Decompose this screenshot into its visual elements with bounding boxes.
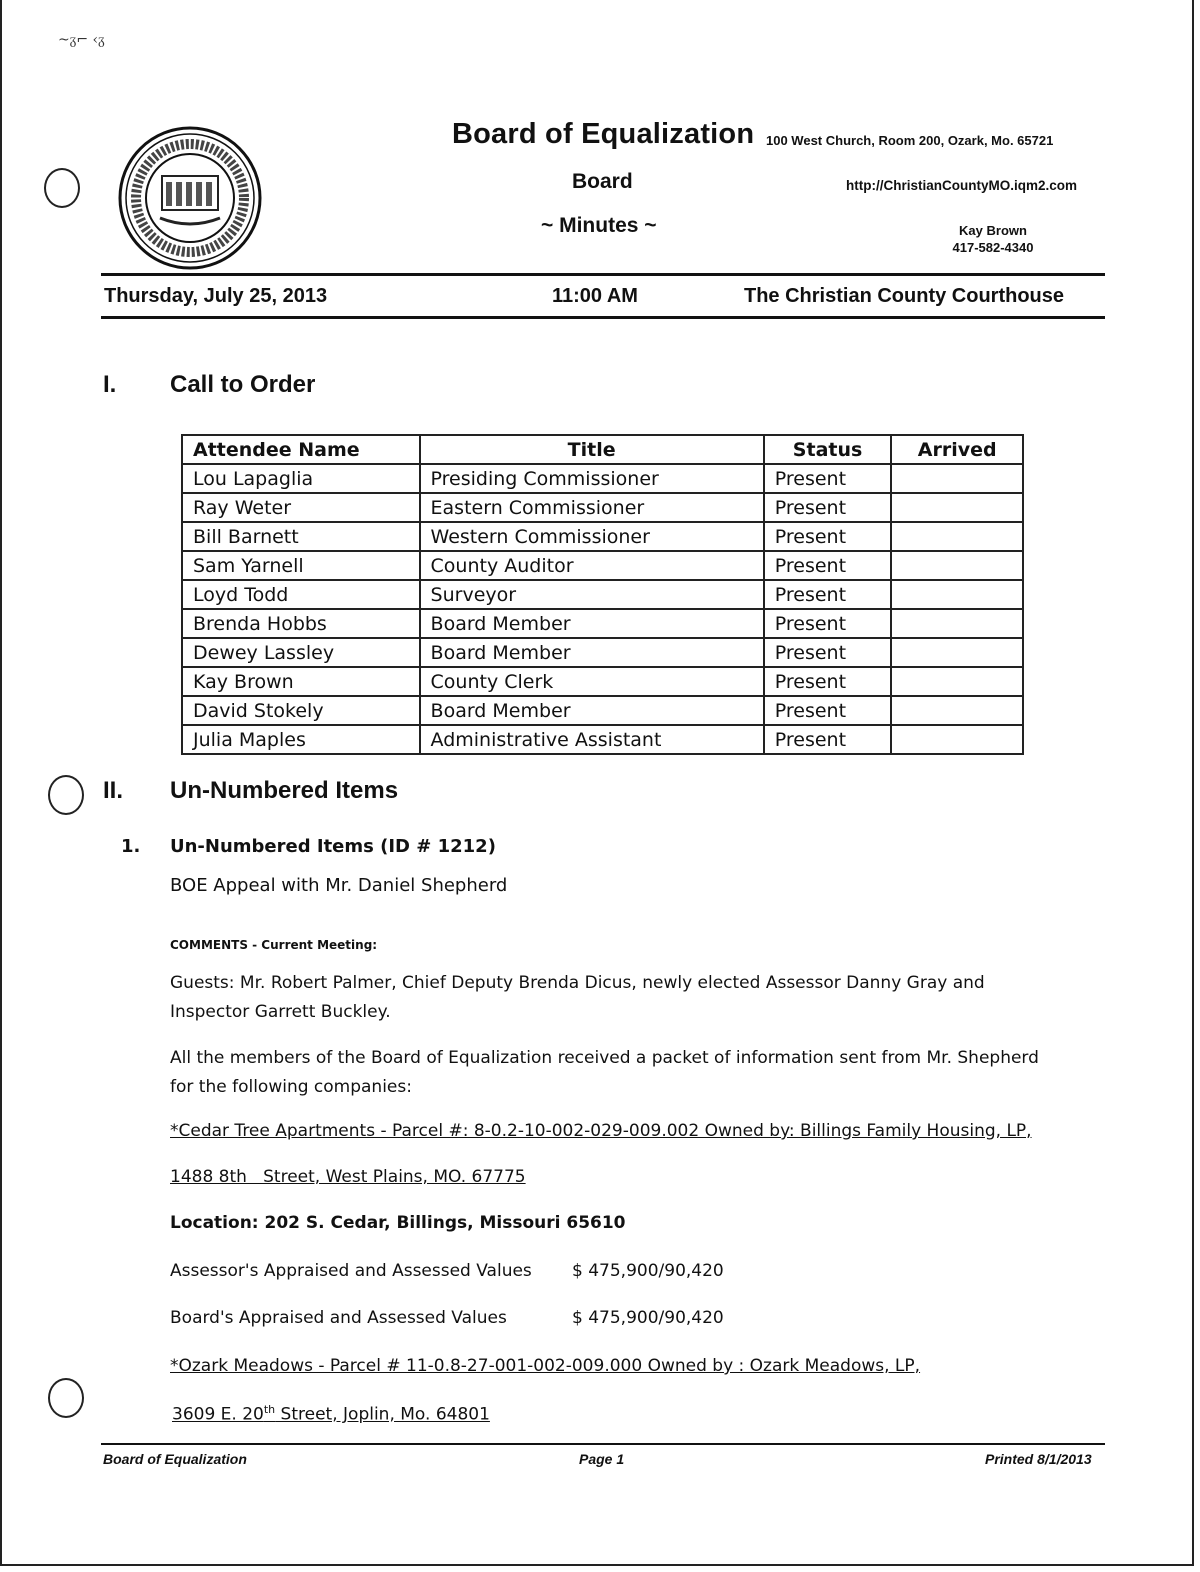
- punch-hole: [44, 168, 80, 208]
- attendee-title: Western Commissioner: [420, 522, 764, 551]
- board-address: 100 West Church, Room 200, Ozark, Mo. 65721: [766, 133, 1054, 148]
- column-header: Attendee Name: [182, 435, 420, 464]
- meta-rule: [101, 316, 1105, 319]
- section-title: Un-Numbered Items: [170, 777, 399, 804]
- attendee-name: Bill Barnett: [182, 522, 420, 551]
- attendee-name: Julia Maples: [182, 725, 420, 754]
- attendee-arrived: [891, 493, 1023, 522]
- meeting-date: Thursday, July 25, 2013: [104, 285, 328, 307]
- header-rule: [101, 273, 1105, 276]
- attendee-arrived: [891, 609, 1023, 638]
- board-url: http://ChristianCountyMO.iqm2.com: [846, 178, 1077, 193]
- section-number: II.: [103, 777, 124, 804]
- attendee-arrived: [891, 580, 1023, 609]
- attendee-arrived: [891, 696, 1023, 725]
- attendee-status: Present: [764, 551, 892, 580]
- item-number: 1.: [121, 836, 141, 857]
- column-header: Status: [764, 435, 892, 464]
- attendee-arrived: [891, 551, 1023, 580]
- table-header-row: [182, 435, 1023, 464]
- attendee-status: Present: [764, 638, 892, 667]
- guests-line: Guests: Mr. Robert Palmer, Chief Deputy Brenda Dicus, newly elected Assessor Danny Gray and: [170, 973, 985, 993]
- column-header: Title: [420, 435, 764, 464]
- table-row: [182, 696, 1023, 725]
- assessor-values: $ 475,900/90,420: [572, 1261, 724, 1281]
- attendee-status: Present: [764, 522, 892, 551]
- table-row: [182, 609, 1023, 638]
- meeting-place: The Christian County Courthouse: [744, 285, 1064, 307]
- footer-rule: [101, 1443, 1105, 1445]
- table-row: [182, 464, 1023, 493]
- attendee-name: Lou Lapaglia: [182, 464, 420, 493]
- attendee-status: Present: [764, 696, 892, 725]
- county-seal-icon: [118, 126, 262, 270]
- attendee-title: Board Member: [420, 609, 764, 638]
- attendee-name: Brenda Hobbs: [182, 609, 420, 638]
- board-label: Board: [572, 170, 633, 193]
- attendee-status: Present: [764, 609, 892, 638]
- item-subject: BOE Appeal with Mr. Daniel Shepherd: [170, 875, 508, 896]
- contact-block: [900, 222, 1086, 256]
- punch-hole: [48, 1378, 84, 1418]
- packet-line: for the following companies:: [170, 1077, 412, 1097]
- location-line: Location: 202 S. Cedar, Billings, Missouri 65610: [170, 1213, 626, 1233]
- scan-mark: ~ᵹ⌐ ‹ᵹ: [58, 32, 105, 48]
- address-part: 3609 E. 20: [172, 1404, 264, 1425]
- attendee-title: Surveyor: [420, 580, 764, 609]
- guests-paragraph: [170, 969, 985, 1027]
- board-values: $ 475,900/90,420: [572, 1308, 724, 1328]
- table-row: [182, 725, 1023, 754]
- attendee-status: Present: [764, 725, 892, 754]
- column-header: Arrived: [891, 435, 1023, 464]
- attendee-name: Dewey Lassley: [182, 638, 420, 667]
- section-number: I.: [103, 371, 117, 398]
- attendee-name: Kay Brown: [182, 667, 420, 696]
- table-row: [182, 493, 1023, 522]
- punch-hole: [48, 775, 84, 815]
- attendee-title: County Auditor: [420, 551, 764, 580]
- attendee-title: Presiding Commissioner: [420, 464, 764, 493]
- table-row: [182, 551, 1023, 580]
- attendee-name: Loyd Todd: [182, 580, 420, 609]
- company-address: [172, 1403, 490, 1425]
- attendee-status: Present: [764, 493, 892, 522]
- contact-name: Kay Brown: [959, 223, 1027, 238]
- attendee-arrived: [891, 638, 1023, 667]
- board-values-label: Board's Appraised and Assessed Values: [170, 1308, 507, 1328]
- company-line: *Ozark Meadows - Parcel # 11-0.8-27-001-002-009.000 Owned by : Ozark Meadows, LP,: [170, 1356, 921, 1376]
- table-row: [182, 580, 1023, 609]
- address-superscript: th: [263, 1403, 276, 1416]
- attendee-status: Present: [764, 667, 892, 696]
- company-address: 1488 8th Street, West Plains, MO. 67775: [170, 1167, 526, 1187]
- attendee-status: Present: [764, 464, 892, 493]
- footer-page: Page 1: [579, 1451, 625, 1467]
- attendee-name: David Stokely: [182, 696, 420, 725]
- guests-line: Inspector Garrett Buckley.: [170, 1002, 391, 1022]
- comments-label: COMMENTS - Current Meeting:: [170, 938, 378, 952]
- attendee-title: Board Member: [420, 696, 764, 725]
- company-line: *Cedar Tree Apartments - Parcel #: 8-0.2-10-002-029-009.002 Owned by: Billings Family Housing, LP,: [170, 1121, 1032, 1141]
- attendee-title: Administrative Assistant: [420, 725, 764, 754]
- board-title: Board of Equalization: [452, 118, 755, 150]
- attendee-arrived: [891, 464, 1023, 493]
- packet-line: All the members of the Board of Equalization received a packet of information sent from Mr. Shepherd: [170, 1048, 1039, 1068]
- assessor-values-label: Assessor's Appraised and Assessed Values: [170, 1261, 532, 1281]
- meeting-time: 11:00 AM: [552, 285, 638, 307]
- attendee-status: Present: [764, 580, 892, 609]
- table-row: [182, 667, 1023, 696]
- item-heading: Un-Numbered Items (ID # 1212): [170, 836, 496, 857]
- attendee-arrived: [891, 667, 1023, 696]
- footer-printed: Printed 8/1/2013: [985, 1451, 1092, 1467]
- minutes-label: ~ Minutes ~: [541, 214, 657, 237]
- attendee-title: Eastern Commissioner: [420, 493, 764, 522]
- attendee-name: Ray Weter: [182, 493, 420, 522]
- table-row: [182, 638, 1023, 667]
- section-title: Call to Order: [170, 371, 316, 398]
- attendee-arrived: [891, 522, 1023, 551]
- contact-phone: 417-582-4340: [952, 240, 1034, 255]
- attendance-table: [181, 434, 1024, 755]
- footer-left: Board of Equalization: [103, 1451, 247, 1467]
- attendee-arrived: [891, 725, 1023, 754]
- packet-paragraph: [170, 1044, 1039, 1102]
- address-part: Street, Joplin, Mo. 64801: [275, 1404, 490, 1425]
- table-row: [182, 522, 1023, 551]
- attendee-name: Sam Yarnell: [182, 551, 420, 580]
- attendee-title: Board Member: [420, 638, 764, 667]
- attendee-title: County Clerk: [420, 667, 764, 696]
